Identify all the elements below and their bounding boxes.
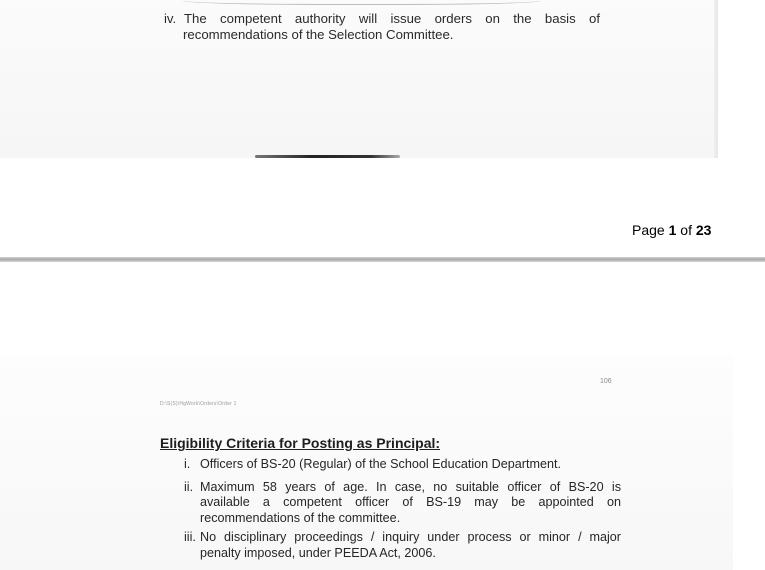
page-indicator [632, 222, 711, 238]
criteria-line: recommendations of the committee. [200, 511, 401, 525]
criteria-number: ii. [184, 480, 194, 494]
file-path-text: D:\S(S)\HgWork\Orders\Order 1 [160, 401, 237, 407]
page-code: 106 [600, 378, 612, 385]
criteria-number: iii. [184, 530, 196, 544]
criteria-line: available a competent officer of BS-19 may be appointed on [200, 495, 621, 509]
page-total: 23 [695, 222, 712, 238]
criteria-line: Maximum 58 years of age. In case, no suitable officer of BS-20 is [200, 480, 621, 494]
document-page-top [0, 0, 765, 258]
page-prefix: Page [632, 222, 669, 238]
list-item-text-line-2: recommendations of the Selection Committee. [183, 27, 454, 42]
criteria-line: Officers of BS-20 (Regular) of the School Education Department. [200, 457, 561, 471]
signature-stroke [255, 155, 400, 158]
criteria-line: penalty imposed, under PEEDA Act, 2006. [200, 546, 436, 560]
page-middle: of [676, 222, 696, 238]
list-item-text-line-1: The competent authority will issue orders on the basis of [184, 11, 600, 26]
criteria-line: No disciplinary proceedings / inquiry under process or minor / major [200, 530, 621, 544]
section-heading: Eligibility Criteria for Posting as Principal: [160, 435, 441, 451]
criteria-number: i. [184, 457, 191, 471]
list-item-number: iv. [164, 11, 177, 26]
page-current: 1 [668, 222, 677, 238]
